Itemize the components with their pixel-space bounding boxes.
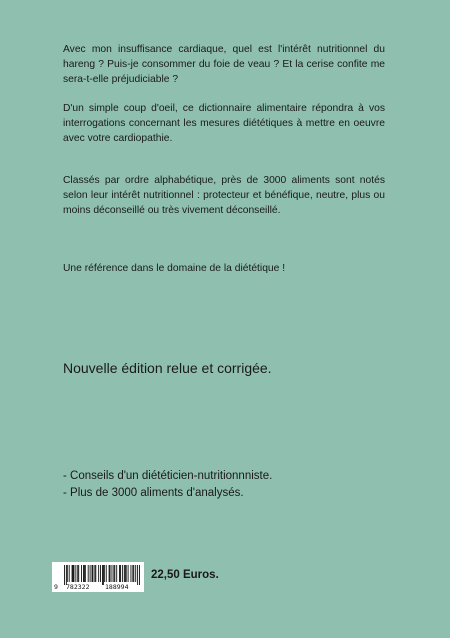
barcode-bar xyxy=(122,565,123,582)
barcode-bar xyxy=(119,565,120,582)
barcode-bar xyxy=(110,565,111,582)
barcode-bar xyxy=(98,565,99,582)
barcode-bar xyxy=(114,565,115,582)
barcode-left-digits: 782322 xyxy=(66,583,90,591)
barcode-bar xyxy=(139,565,140,585)
edition-note: Nouvelle édition relue et corrigée. xyxy=(63,360,272,376)
barcode-bar xyxy=(132,565,133,582)
barcode-bar xyxy=(135,565,136,582)
barcode-bar xyxy=(75,565,76,582)
barcode-bar xyxy=(69,565,70,582)
barcode-bar xyxy=(133,565,134,582)
feature-list xyxy=(63,468,272,502)
barcode-bar xyxy=(66,565,67,585)
barcode-bar xyxy=(81,565,82,582)
barcode-bar xyxy=(112,565,113,582)
barcode-bar xyxy=(84,565,85,582)
barcode-bar xyxy=(137,565,138,585)
barcode-bar xyxy=(88,565,89,582)
barcode-bar xyxy=(94,565,95,582)
barcode-bar xyxy=(131,565,132,582)
barcode-bar xyxy=(95,565,96,582)
barcode-bar xyxy=(92,565,93,582)
feature-item: - Plus de 3000 aliments d'analysés. xyxy=(63,487,244,499)
description-paragraph-4: Une référence dans le domaine de la diététique ! xyxy=(63,263,286,274)
barcode-bar xyxy=(74,565,75,582)
barcode-bar xyxy=(90,565,91,582)
barcode-bar xyxy=(125,565,126,582)
barcode-bar xyxy=(83,565,84,582)
barcode-bar xyxy=(106,565,107,582)
barcode-lead-digit: 9 xyxy=(54,583,58,591)
barcode-right-digits: 188994 xyxy=(105,583,129,591)
barcode-bar xyxy=(72,565,73,582)
description-paragraph-1: Avec mon insuffisance cardiaque, quel est l'intérêt nutritionnel du hareng ? Puis-je consommer du foie de veau ? Et la cerise confite me sera-t-elle préjudiciable ? xyxy=(63,44,385,86)
barcode-bar xyxy=(85,565,86,582)
barcode-bar xyxy=(109,565,110,582)
description-paragraph-3: Classés par ordre alphabétique, près de 3000 aliments sont notés selon leur intérêt nutritionnel : protecteur et bénéfique, neutre, plus ou moins déconseillé ou très vivement déconseillé. xyxy=(63,175,385,217)
barcode-bar xyxy=(93,565,94,582)
description-paragraph-2: D'un simple coup d'oeil, ce dictionnaire alimentaire répondra à vos interrogations concernant les mesures diététiques à mettre en oeuvre avec votre cardiopathie. xyxy=(63,103,385,145)
barcode-bar xyxy=(128,565,129,582)
barcode-bar xyxy=(126,565,127,582)
barcode-bar xyxy=(67,565,68,582)
barcode-bar xyxy=(116,565,117,582)
barcode-bar xyxy=(64,565,65,585)
price-label: 22,50 Euros. xyxy=(151,569,219,581)
barcode-bar xyxy=(73,565,74,582)
isbn-barcode xyxy=(52,562,144,592)
barcode-bar xyxy=(103,565,104,585)
feature-item: - Conseils d'un diététicien-nutritionnniste. xyxy=(63,470,273,482)
barcode-bar xyxy=(102,565,103,585)
barcode-bar xyxy=(124,565,125,582)
barcode-bar xyxy=(113,565,114,582)
barcode-bar xyxy=(78,565,79,582)
barcode-bar xyxy=(120,565,121,582)
barcode-bar xyxy=(100,565,101,582)
barcode-bar xyxy=(104,565,105,582)
barcode-bar xyxy=(77,565,78,582)
